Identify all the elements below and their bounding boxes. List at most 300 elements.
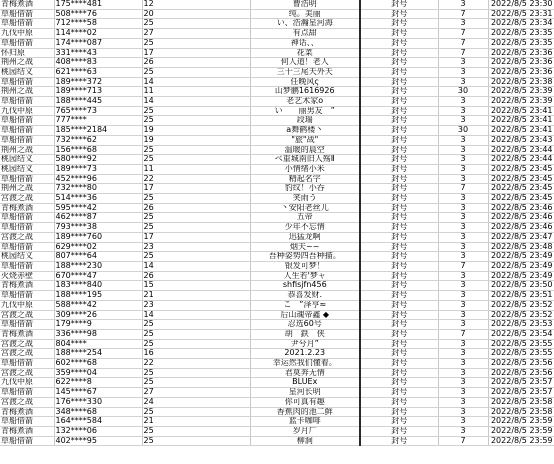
cell-action[interactable]: 封号 <box>360 29 438 39</box>
cell-level[interactable]: 14 <box>142 77 250 87</box>
cell-server[interactable]: 九伐中原 <box>0 29 54 39</box>
cell-account[interactable]: 732****62 <box>54 135 142 145</box>
cell-account[interactable]: 602****68 <box>54 359 142 369</box>
cell-time[interactable]: 2022/8/5 23:43 <box>488 135 554 145</box>
cell-days[interactable]: 3 <box>438 223 488 233</box>
cell-time[interactable]: 2022/8/5 23:45 <box>488 184 554 194</box>
table-row[interactable] <box>0 232 554 242</box>
cell-action[interactable]: 封号 <box>360 349 438 359</box>
cell-nickname[interactable]: 五帝 <box>250 213 360 223</box>
table-row[interactable] <box>0 397 554 407</box>
cell-server[interactable]: 草船借箭 <box>0 116 54 126</box>
cell-nickname[interactable]: 小情绪小米 <box>250 164 360 174</box>
table-row[interactable] <box>0 426 554 436</box>
cell-time[interactable]: 2022/8/5 23:56 <box>488 368 554 378</box>
cell-time[interactable]: 2022/8/5 23:49 <box>488 261 554 271</box>
table-row[interactable] <box>0 0 554 9</box>
cell-days[interactable]: 3 <box>438 339 488 349</box>
cell-days[interactable]: 3 <box>438 145 488 155</box>
cell-nickname[interactable]: 段瑞 <box>250 116 360 126</box>
table-row[interactable] <box>0 97 554 107</box>
cell-action[interactable]: 封号 <box>360 38 438 48</box>
cell-server[interactable]: 宫渡之战 <box>0 194 54 204</box>
cell-time[interactable]: 2022/8/5 23:48 <box>488 242 554 252</box>
table-row[interactable] <box>0 67 554 77</box>
cell-days[interactable]: 30 <box>438 126 488 136</box>
table-row[interactable] <box>0 174 554 184</box>
cell-time[interactable]: 2022/8/5 23:59 <box>488 436 554 446</box>
cell-server[interactable]: 荆州之战 <box>0 145 54 155</box>
cell-server[interactable]: 青梅煮酒 <box>0 407 54 417</box>
cell-action[interactable]: 封号 <box>360 174 438 184</box>
cell-account[interactable]: 793****38 <box>54 223 142 233</box>
cell-time[interactable]: 2022/8/5 23:57 <box>488 378 554 388</box>
cell-server[interactable]: 草船借箭 <box>0 9 54 19</box>
cell-account[interactable]: 174****087 <box>54 38 142 48</box>
cell-days[interactable]: 7 <box>438 38 488 48</box>
cell-account[interactable]: 588****42 <box>54 300 142 310</box>
cell-server[interactable]: 荆州之战 <box>0 58 54 68</box>
cell-days[interactable]: 30 <box>438 87 488 97</box>
cell-days[interactable]: 7 <box>438 184 488 194</box>
cell-days[interactable]: 3 <box>438 368 488 378</box>
cell-nickname[interactable]: 何人道！老人 <box>250 58 360 68</box>
table-row[interactable] <box>0 281 554 291</box>
table-row[interactable] <box>0 310 554 320</box>
table-row[interactable] <box>0 116 554 126</box>
cell-days[interactable]: 7 <box>438 329 488 339</box>
cell-action[interactable]: 封号 <box>360 203 438 213</box>
cell-nickname[interactable]: 少年不忘情 <box>250 223 360 233</box>
cell-account[interactable]: 807****64 <box>54 252 142 262</box>
cell-account[interactable]: 712****58 <box>54 19 142 29</box>
cell-account[interactable]: 629****02 <box>54 242 142 252</box>
table-row[interactable] <box>0 184 554 194</box>
cell-nickname[interactable]: 2021.2.23 <box>250 349 360 359</box>
cell-nickname[interactable]: 神话、、 <box>250 38 360 48</box>
cell-account[interactable]: 621****63 <box>54 67 142 77</box>
cell-time[interactable]: 2022/8/5 23:38 <box>488 77 554 87</box>
cell-action[interactable]: 封号 <box>360 232 438 242</box>
cell-action[interactable]: 封号 <box>360 164 438 174</box>
cell-level[interactable]: 14 <box>142 261 250 271</box>
cell-nickname[interactable]: 柳涧 <box>250 436 360 446</box>
cell-server[interactable]: 怀归原 <box>0 48 54 58</box>
cell-action[interactable]: 封号 <box>360 77 438 87</box>
cell-days[interactable]: 3 <box>438 232 488 242</box>
cell-nickname[interactable]: 岁月厂 <box>250 426 360 436</box>
cell-level[interactable]: 14 <box>142 310 250 320</box>
table-row[interactable] <box>0 271 554 281</box>
cell-nickname[interactable]: 丶安阳老丝儿 <box>250 203 360 213</box>
cell-account[interactable]: 156****68 <box>54 145 142 155</box>
cell-time[interactable]: 2022/8/5 23:46 <box>488 223 554 233</box>
cell-action[interactable]: 封号 <box>360 116 438 126</box>
cell-action[interactable]: 封号 <box>360 87 438 97</box>
cell-nickname[interactable]: 老艺术家o <box>250 97 360 107</box>
cell-level[interactable]: 14 <box>142 97 250 107</box>
cell-server[interactable]: 宫渡之战 <box>0 339 54 349</box>
cell-level[interactable]: 21 <box>142 417 250 427</box>
cell-level[interactable]: 25 <box>142 145 250 155</box>
table-row[interactable] <box>0 29 554 39</box>
cell-nickname[interactable]: 忍选60号 <box>250 320 360 330</box>
cell-action[interactable]: 封号 <box>360 184 438 194</box>
cell-action[interactable]: 封号 <box>360 388 438 398</box>
cell-action[interactable]: 封号 <box>360 271 438 281</box>
cell-time[interactable]: 2022/8/5 23:56 <box>488 359 554 369</box>
table-row[interactable] <box>0 194 554 204</box>
cell-nickname[interactable]: 香蕉肉的池二鲜 <box>250 407 360 417</box>
cell-account[interactable]: 336****98 <box>54 329 142 339</box>
cell-level[interactable]: 12 <box>142 0 250 9</box>
cell-action[interactable]: 封号 <box>360 261 438 271</box>
cell-server[interactable]: 草船借箭 <box>0 261 54 271</box>
cell-server[interactable]: 青梅煮酒 <box>0 426 54 436</box>
cell-action[interactable]: 封号 <box>360 300 438 310</box>
cell-level[interactable]: 25 <box>142 106 250 116</box>
cell-time[interactable]: 2022/8/5 23:52 <box>488 310 554 320</box>
cell-days[interactable]: 3 <box>438 388 488 398</box>
cell-level[interactable]: 26 <box>142 271 250 281</box>
cell-server[interactable]: 草船借箭 <box>0 19 54 29</box>
cell-server[interactable]: 桃园结义 <box>0 252 54 262</box>
cell-nickname[interactable]: 人生若'梦ャ <box>250 271 360 281</box>
cell-days[interactable]: 3 <box>438 242 488 252</box>
cell-level[interactable]: 22 <box>142 359 250 369</box>
cell-level[interactable]: 25 <box>142 19 250 29</box>
cell-nickname[interactable]: 纯。美丽 <box>250 9 360 19</box>
table-row[interactable] <box>0 291 554 301</box>
cell-days[interactable]: 3 <box>438 310 488 320</box>
cell-action[interactable]: 封号 <box>360 368 438 378</box>
cell-server[interactable]: 火烧赤壁 <box>0 271 54 281</box>
cell-action[interactable]: 封号 <box>360 58 438 68</box>
cell-account[interactable]: 183****840 <box>54 281 142 291</box>
cell-days[interactable]: 3 <box>438 291 488 301</box>
cell-server[interactable]: 宫渡之战 <box>0 232 54 242</box>
cell-action[interactable]: 封号 <box>360 378 438 388</box>
table-row[interactable] <box>0 58 554 68</box>
cell-time[interactable]: 2022/8/5 23:53 <box>488 320 554 330</box>
cell-account[interactable]: 189****713 <box>54 87 142 97</box>
cell-level[interactable]: 25 <box>142 223 250 233</box>
cell-account[interactable]: 188****195 <box>54 291 142 301</box>
cell-time[interactable]: 2022/8/5 23:45 <box>488 164 554 174</box>
cell-time[interactable]: 2022/8/5 23:34 <box>488 19 554 29</box>
cell-level[interactable]: 27 <box>142 29 250 39</box>
cell-server[interactable]: 青梅煮酒 <box>0 0 54 9</box>
cell-time[interactable]: 2022/8/5 23:45 <box>488 174 554 184</box>
cell-server[interactable]: 宫渡之战 <box>0 368 54 378</box>
cell-nickname[interactable]: こ ”泽亨≈ <box>250 300 360 310</box>
table-row[interactable] <box>0 329 554 339</box>
cell-level[interactable]: 23 <box>142 242 250 252</box>
cell-days[interactable]: 3 <box>438 281 488 291</box>
cell-nickname[interactable]: 山梦鹏1616926 <box>250 87 360 97</box>
cell-time[interactable]: 2022/8/5 23:31 <box>488 9 554 19</box>
cell-days[interactable]: 3 <box>438 106 488 116</box>
cell-level[interactable]: 25 <box>142 252 250 262</box>
cell-nickname[interactable]: 幸运然我们懂着。 <box>250 359 360 369</box>
table-row[interactable] <box>0 223 554 233</box>
cell-server[interactable]: 青梅煮酒 <box>0 203 54 213</box>
cell-account[interactable]: 189****73 <box>54 164 142 174</box>
table-row[interactable] <box>0 126 554 136</box>
cell-account[interactable]: 508****76 <box>54 9 142 19</box>
cell-days[interactable]: 3 <box>438 300 488 310</box>
cell-days[interactable]: 3 <box>438 97 488 107</box>
cell-nickname[interactable]: a舞鹤楼丶 <box>250 126 360 136</box>
cell-server[interactable]: 桃园结义 <box>0 67 54 77</box>
table-row[interactable] <box>0 145 554 155</box>
table-row[interactable] <box>0 77 554 87</box>
cell-server[interactable]: 宫渡之战 <box>0 310 54 320</box>
table-row[interactable] <box>0 19 554 29</box>
cell-action[interactable]: 封号 <box>360 194 438 204</box>
cell-server[interactable]: 荆州之战 <box>0 87 54 97</box>
table-row[interactable] <box>0 407 554 417</box>
cell-time[interactable]: 2022/8/5 23:46 <box>488 203 554 213</box>
cell-action[interactable]: 封号 <box>360 310 438 320</box>
cell-account[interactable]: 595****42 <box>54 203 142 213</box>
cell-nickname[interactable]: 精起名字 <box>250 174 360 184</box>
cell-server[interactable]: 宫渡之战 <box>0 349 54 359</box>
table-row[interactable] <box>0 9 554 19</box>
table-row[interactable] <box>0 368 554 378</box>
cell-level[interactable]: 25 <box>142 116 250 126</box>
table-row[interactable] <box>0 242 554 252</box>
table-row[interactable] <box>0 300 554 310</box>
cell-time[interactable]: 2022/8/5 23:59 <box>488 417 554 427</box>
cell-time[interactable]: 2022/8/5 23:35 <box>488 38 554 48</box>
cell-account[interactable]: 452****96 <box>54 174 142 184</box>
cell-level[interactable]: 23 <box>142 300 250 310</box>
cell-time[interactable]: 2022/8/5 23:51 <box>488 291 554 301</box>
cell-time[interactable]: 2022/8/5 23:36 <box>488 48 554 58</box>
cell-time[interactable]: 2022/8/5 23:36 <box>488 58 554 68</box>
cell-server[interactable]: 草船借箭 <box>0 436 54 446</box>
cell-time[interactable]: 2022/8/5 23:55 <box>488 339 554 349</box>
cell-action[interactable]: 封号 <box>360 339 438 349</box>
cell-action[interactable]: 封号 <box>360 359 438 369</box>
cell-nickname[interactable]: 温暖的晨空 <box>250 145 360 155</box>
cell-nickname[interactable]: "旅"战" <box>250 135 360 145</box>
cell-time[interactable]: 2022/8/5 23:30 <box>488 0 554 9</box>
cell-server[interactable]: 草船借箭 <box>0 388 54 398</box>
cell-action[interactable]: 封号 <box>360 436 438 446</box>
cell-account[interactable]: 514****36 <box>54 194 142 204</box>
cell-nickname[interactable]: 有点甜 <box>250 29 360 39</box>
cell-account[interactable]: 176****330 <box>54 397 142 407</box>
cell-level[interactable]: 25 <box>142 426 250 436</box>
cell-days[interactable]: 3 <box>438 174 488 184</box>
cell-server[interactable]: 草船借箭 <box>0 135 54 145</box>
cell-server[interactable]: 荆州之战 <box>0 184 54 194</box>
cell-server[interactable]: 草船借箭 <box>0 291 54 301</box>
cell-server[interactable]: 草船借箭 <box>0 359 54 369</box>
cell-level[interactable]: 25 <box>142 407 250 417</box>
cell-action[interactable]: 封号 <box>360 19 438 29</box>
table-row[interactable] <box>0 48 554 58</box>
cell-account[interactable]: 462****87 <box>54 213 142 223</box>
cell-days[interactable]: 3 <box>438 349 488 359</box>
table-row[interactable] <box>0 135 554 145</box>
cell-action[interactable]: 封号 <box>360 397 438 407</box>
cell-nickname[interactable]: 豹纹！小吞 <box>250 184 360 194</box>
table-row[interactable] <box>0 339 554 349</box>
cell-nickname[interactable]: 三十三尾天外天 <box>250 67 360 77</box>
cell-level[interactable]: 25 <box>142 339 250 349</box>
cell-account[interactable]: 188****230 <box>54 261 142 271</box>
cell-action[interactable]: 封号 <box>360 329 438 339</box>
cell-action[interactable]: 封号 <box>360 9 438 19</box>
cell-server[interactable]: 青梅煮酒 <box>0 281 54 291</box>
cell-server[interactable]: 草船借箭 <box>0 97 54 107</box>
cell-level[interactable]: 17 <box>142 48 250 58</box>
cell-time[interactable]: 2022/8/5 23:39 <box>488 97 554 107</box>
cell-account[interactable]: 175****481 <box>54 0 142 9</box>
cell-nickname[interactable]: い 丽男友 ” <box>250 106 360 116</box>
cell-days[interactable]: 3 <box>438 77 488 87</box>
table-row[interactable] <box>0 38 554 48</box>
cell-nickname[interactable]: 尹兮月” <box>250 339 360 349</box>
cell-days[interactable]: 3 <box>438 252 488 262</box>
cell-level[interactable]: 22 <box>142 174 250 184</box>
cell-account[interactable]: 765****73 <box>54 106 142 116</box>
cell-level[interactable]: 25 <box>142 67 250 77</box>
cell-time[interactable]: 2022/8/5 23:41 <box>488 116 554 126</box>
cell-account[interactable]: 132****06 <box>54 426 142 436</box>
cell-action[interactable]: 封号 <box>360 97 438 107</box>
cell-days[interactable]: 3 <box>438 203 488 213</box>
cell-time[interactable]: 2022/8/5 23:35 <box>488 29 554 39</box>
cell-days[interactable]: 7 <box>438 436 488 446</box>
cell-account[interactable]: 189****760 <box>54 232 142 242</box>
cell-time[interactable]: 2022/8/5 23:39 <box>488 87 554 97</box>
cell-days[interactable]: 3 <box>438 0 488 9</box>
cell-days[interactable]: 3 <box>438 155 488 165</box>
cell-action[interactable]: 封号 <box>360 426 438 436</box>
cell-nickname[interactable]: 后山魂帝鑫 ◆ <box>250 310 360 320</box>
cell-level[interactable]: 11 <box>142 164 250 174</box>
cell-nickname[interactable]: 吾种姿势四吾种描。 <box>250 252 360 262</box>
cell-level[interactable]: 19 <box>142 126 250 136</box>
cell-time[interactable]: 2022/8/5 23:41 <box>488 106 554 116</box>
cell-time[interactable]: 2022/8/5 23:54 <box>488 329 554 339</box>
table-row[interactable] <box>0 261 554 271</box>
table-row[interactable] <box>0 203 554 213</box>
cell-nickname[interactable]: 星河长明 <box>250 388 360 398</box>
cell-days[interactable]: 3 <box>438 417 488 427</box>
cell-time[interactable]: 2022/8/5 23:47 <box>488 232 554 242</box>
cell-account[interactable]: 359****04 <box>54 368 142 378</box>
cell-nickname[interactable]: 曹浩明 <box>250 0 360 9</box>
cell-level[interactable]: 25 <box>142 329 250 339</box>
cell-time[interactable]: 2022/8/5 23:36 <box>488 67 554 77</box>
cell-level[interactable]: 25 <box>142 436 250 446</box>
table-row[interactable] <box>0 213 554 223</box>
cell-action[interactable]: 封号 <box>360 407 438 417</box>
cell-level[interactable]: 19 <box>142 135 250 145</box>
cell-nickname[interactable]: 银发可梦！ <box>250 261 360 271</box>
cell-action[interactable]: 封号 <box>360 135 438 145</box>
cell-action[interactable]: 封号 <box>360 213 438 223</box>
cell-account[interactable]: 309****26 <box>54 310 142 320</box>
cell-level[interactable]: 25 <box>142 194 250 204</box>
cell-time[interactable]: 2022/8/5 23:49 <box>488 271 554 281</box>
cell-account[interactable]: 622****8 <box>54 378 142 388</box>
cell-level[interactable]: 15 <box>142 281 250 291</box>
cell-account[interactable]: 670****47 <box>54 271 142 281</box>
table-row[interactable] <box>0 106 554 116</box>
cell-level[interactable]: 25 <box>142 320 250 330</box>
cell-account[interactable]: 732****80 <box>54 184 142 194</box>
cell-nickname[interactable]: 恭喜发财. <box>250 291 360 301</box>
cell-nickname[interactable]: い、浩瀚星河海 <box>250 19 360 29</box>
cell-time[interactable]: 2022/8/5 23:58 <box>488 407 554 417</box>
cell-level[interactable]: 27 <box>142 388 250 398</box>
cell-time[interactable]: 2022/8/5 23:57 <box>488 388 554 398</box>
cell-time[interactable]: 2022/8/5 23:41 <box>488 126 554 136</box>
cell-days[interactable]: 7 <box>438 29 488 39</box>
table-row[interactable] <box>0 436 554 446</box>
cell-action[interactable]: 封号 <box>360 0 438 9</box>
cell-server[interactable]: 桃园结义 <box>0 164 54 174</box>
cell-days[interactable]: 3 <box>438 378 488 388</box>
table-row[interactable] <box>0 155 554 165</box>
table-row[interactable] <box>0 320 554 330</box>
cell-server[interactable]: 草船借箭 <box>0 223 54 233</box>
cell-server[interactable]: 草船借箭 <box>0 126 54 136</box>
cell-level[interactable]: 21 <box>142 291 250 301</box>
cell-nickname[interactable]: 你可真有趣 <box>250 397 360 407</box>
cell-days[interactable]: 3 <box>438 67 488 77</box>
cell-action[interactable]: 封号 <box>360 291 438 301</box>
table-row[interactable] <box>0 252 554 262</box>
cell-server[interactable]: 草船借箭 <box>0 38 54 48</box>
cell-account[interactable]: 114****02 <box>54 29 142 39</box>
table-row[interactable] <box>0 359 554 369</box>
cell-server[interactable]: 桃园结义 <box>0 155 54 165</box>
cell-days[interactable]: 3 <box>438 116 488 126</box>
cell-account[interactable]: 145****67 <box>54 388 142 398</box>
table-row[interactable] <box>0 349 554 359</box>
cell-account[interactable]: 331****43 <box>54 48 142 58</box>
cell-days[interactable]: 3 <box>438 271 488 281</box>
cell-server[interactable]: 草船借箭 <box>0 77 54 87</box>
cell-action[interactable]: 封号 <box>360 252 438 262</box>
cell-level[interactable]: 20 <box>142 9 250 19</box>
cell-days[interactable]: 3 <box>438 19 488 29</box>
cell-nickname[interactable]: 任晚风ς <box>250 77 360 87</box>
cell-server[interactable]: 九伐中原 <box>0 300 54 310</box>
cell-time[interactable]: 2022/8/5 23:55 <box>488 349 554 359</box>
cell-account[interactable]: 179****9 <box>54 320 142 330</box>
cell-action[interactable]: 封号 <box>360 223 438 233</box>
table-row[interactable] <box>0 164 554 174</box>
cell-action[interactable]: 封号 <box>360 67 438 77</box>
cell-days[interactable]: 3 <box>438 397 488 407</box>
cell-server[interactable]: 九伐中原 <box>0 106 54 116</box>
cell-days[interactable]: 3 <box>438 58 488 68</box>
cell-action[interactable]: 封号 <box>360 417 438 427</box>
cell-days[interactable]: 3 <box>438 213 488 223</box>
cell-nickname[interactable]: 烟夫~~ <box>250 242 360 252</box>
cell-days[interactable]: 3 <box>438 194 488 204</box>
cell-time[interactable]: 2022/8/5 23:46 <box>488 213 554 223</box>
cell-days[interactable]: 3 <box>438 320 488 330</box>
